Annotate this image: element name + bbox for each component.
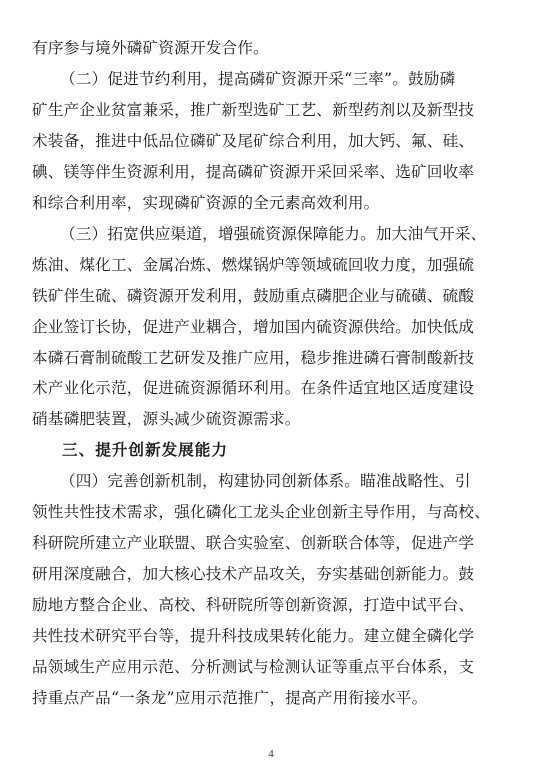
text-line-4: 术装备，推进中低品位磷矿及尾矿综合利用，加大钙、氟、硅、 <box>32 132 475 150</box>
paragraph-2-heading-line: （二）促进节约利用，提高磷矿资源开采“三率”。鼓励磷 <box>60 70 456 88</box>
text-line-19: 励地方整合企业、高校、科研院所等创新资源，打造中试平台、 <box>32 596 475 614</box>
text-line-11: 本磷石膏制硫酸工艺研发及推广应用，稳步推进磷石膏制酸新技 <box>32 349 475 367</box>
text-line-10: 企业签订长协，促进产业耦合，增加国内硫资源供给。加快低成 <box>32 318 475 336</box>
text-line-21: 品领域生产应用示范、分析测试与检测认证等重点平台体系，支 <box>32 658 475 676</box>
page-number: 4 <box>268 748 274 760</box>
text-line-12: 术产业化示范，促进硫资源循环利用。在条件适宜地区适度建设 <box>32 379 475 397</box>
text-line-9: 铁矿伴生硫、磷资源开发利用，鼓励重点磷肥企业与硫磺、硫酸 <box>32 287 475 305</box>
text-line-8: 炼油、煤化工、金属冶炼、燃煤锅炉等领域硫回收力度，加强硫 <box>32 256 475 274</box>
text-line-6: 和综合利用率，实现磷矿资源的全元素高效利用。 <box>32 194 380 212</box>
section-heading: 三、提升创新发展能力 <box>62 441 228 459</box>
text-line-18: 研用深度融合，加大核心技术产品攻关，夯实基础创新能力。鼓 <box>32 565 475 583</box>
paragraph-3-heading-line: （三）拓宽供应渠道，增强硫资源保障能力。加大油气开采、 <box>60 225 487 243</box>
text-line-20: 共性技术研究平台等，提升科技成果转化能力。建立健全磷化学 <box>32 627 475 645</box>
text-line-16: 领性共性技术需求，强化磷化工龙头企业创新主导作用，与高校、 <box>32 503 491 521</box>
text-line-17: 科研院所建立产业联盟、联合实验室、创新联合体等，促进产学 <box>32 534 475 552</box>
paragraph-4-heading-line: （四）完善创新机制，构建协同创新体系。瞄准战略性、引 <box>60 472 471 490</box>
text-line-3: 矿生产企业贫富兼采，推广新型选矿工艺、新型药剂以及新型技 <box>32 101 475 119</box>
text-line-5: 碘、镁等伴生资源利用，提高磷矿资源开采回采率、选矿回收率 <box>32 163 475 181</box>
text-line-13: 硝基磷肥装置，源头减少硫资源需求。 <box>32 410 301 428</box>
text-line-22: 持重点产品“一条龙”应用示范推广，提高产用衔接水平。 <box>32 689 428 707</box>
text-line-1: 有序参与境外磷矿资源开发合作。 <box>32 39 269 57</box>
